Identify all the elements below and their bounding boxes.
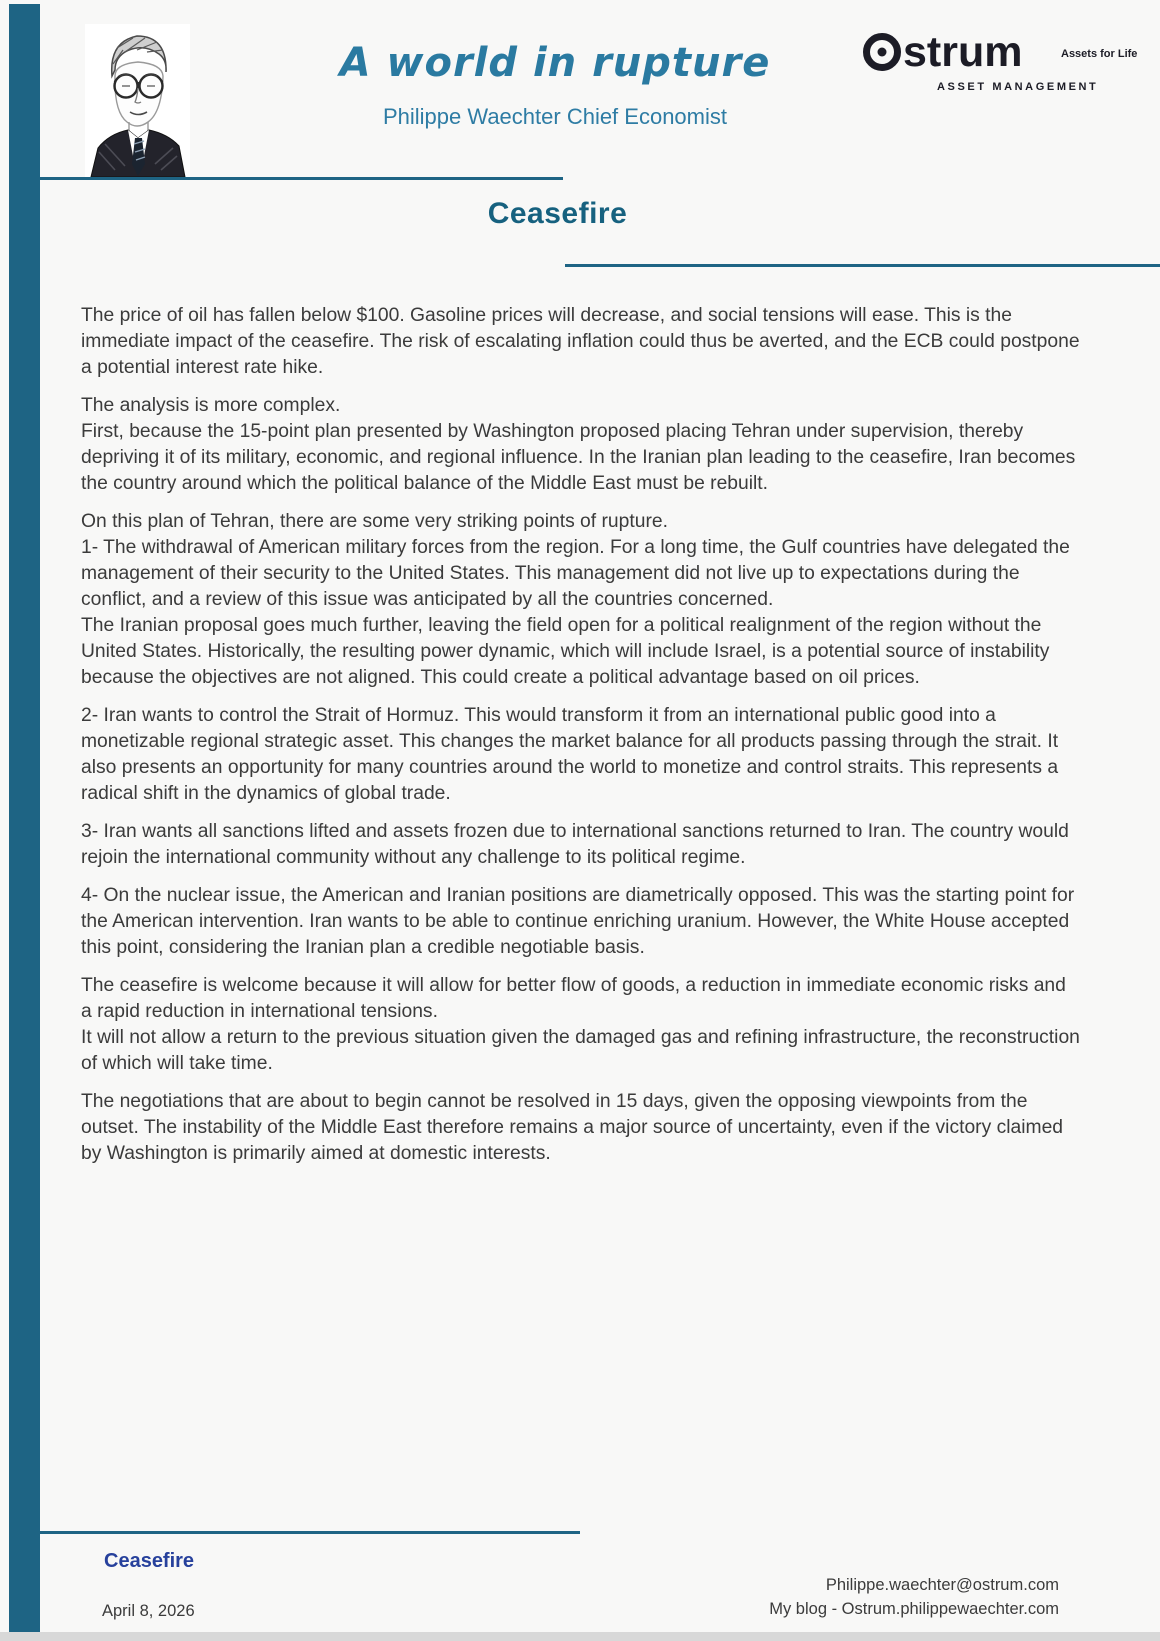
paragraph [81,703,1081,807]
bottom-strip [0,1632,1160,1641]
paragraph-line: The negotiations that are about to begin cannot be resolved in 15 days, given the opposing viewpoints from the outset. The instability of the Middle East therefore remains a major source of uncertainty, even if the victory claimed by Washington is primarily aimed at domestic interests. [81,1091,1064,1164]
paragraph [81,883,1081,961]
paragraph-line: 1- The withdrawal of American military forces from the region. For a long time, the Gulf countries have delegated the management of their security to the United States. This management did not live up to expectations during the conflict, and a review of this issue was anticipated by all the countries concerned. [81,537,1070,610]
ostrum-logo-tagline: Assets for Life [1061,48,1138,60]
paragraph [81,819,1081,871]
newsletter-title: A world in rupture [339,40,771,86]
portrait-sketch-icon [85,24,190,177]
newsletter-subtitle: Philippe Waechter Chief Economist [382,104,727,129]
paragraph-line: It will not allow a return to the previous situation given the damaged gas and refining infrastructure, the reconstruction of which will take time. [81,1027,1080,1074]
left-accent-bar [9,4,40,1635]
paragraph [81,973,1081,1077]
footer-email-link[interactable]: Philippe.waechter@ostrum.com [825,1576,1059,1594]
paragraph [81,303,1081,381]
ostrum-o-dot-icon [878,48,887,57]
ostrum-logo-text: strum [903,28,1023,76]
footer-blog-link[interactable]: My blog - Ostrum.philippewaechter.com [769,1600,1059,1618]
article-body [81,303,1081,1179]
footer-divider [40,1531,580,1534]
paragraph-line: The Iranian proposal goes much further, leaving the field open for a political realignment of the region without the United States. Historically, the resulting power dynamic, which will include Israel, is a potential source of instability because the objectives are not aligned. This could create a political advantage based on oil prices. [81,615,1050,688]
title-divider [565,264,1160,267]
paragraph [81,393,1081,497]
header [290,40,820,130]
header-divider [40,177,563,180]
paragraph-line: The ceasefire is welcome because it will allow for better flow of goods, a reduction in immediate economic risks and a rapid reduction in international tensions. [81,975,1066,1022]
paragraph-line: First, because the 15-point plan presented by Washington proposed placing Tehran under supervision, thereby depriving it of its military, economic, and regional influence. In the Iranian plan leading to the ceasefire, Iran becomes the country around which the political balance of the Middle East must be rebuilt. [81,421,1076,494]
footer-article-title: Ceasefire [104,1550,195,1572]
paragraph-line: On this plan of Tehran, there are some very striking points of rupture. [81,511,668,532]
article-title: Ceasefire [487,197,628,230]
paragraph-line: The price of oil has fallen below $100. Gasoline prices will decrease, and social tensions will ease. This is the immediate impact of the ceasefire. The risk of escalating inflation could thus be averted, and the ECB could postpone a potential interest rate hike. [81,305,1080,378]
paragraph [81,1089,1081,1167]
paragraph-line: The analysis is more complex. [81,395,341,416]
footer-contact [769,1573,1059,1621]
paragraph-line: 2- Iran wants to control the Strait of Hormuz. This would transform it from an international public good into a monetizable regional strategic asset. This changes the market balance for all products passing through the strait. It also presents an opportunity for many countries around the world to monetize and control straits. This represents a radical shift in the dynamics of global trade. [81,705,1059,804]
paragraph-line: 3- Iran wants all sanctions lifted and assets frozen due to international sanctions returned to Iran. The country would rejoin the international community without any challenge to its political regime. [81,821,1069,868]
ostrum-logo [863,28,1138,103]
ostrum-o-icon [863,33,901,71]
portrait-image [85,24,190,177]
paragraph [81,509,1081,691]
paragraph-line: 4- On the nuclear issue, the American and Iranian positions are diametrically opposed. This was the starting point for the American intervention. Iran wants to be able to continue enriching uranium. However, the White House accepted this point, considering the Iranian plan a credible negotiable basis. [81,885,1075,958]
ostrum-logo-subtitle: ASSET MANAGEMENT [937,81,1099,93]
footer-date: April 8, 2026 [102,1602,195,1620]
